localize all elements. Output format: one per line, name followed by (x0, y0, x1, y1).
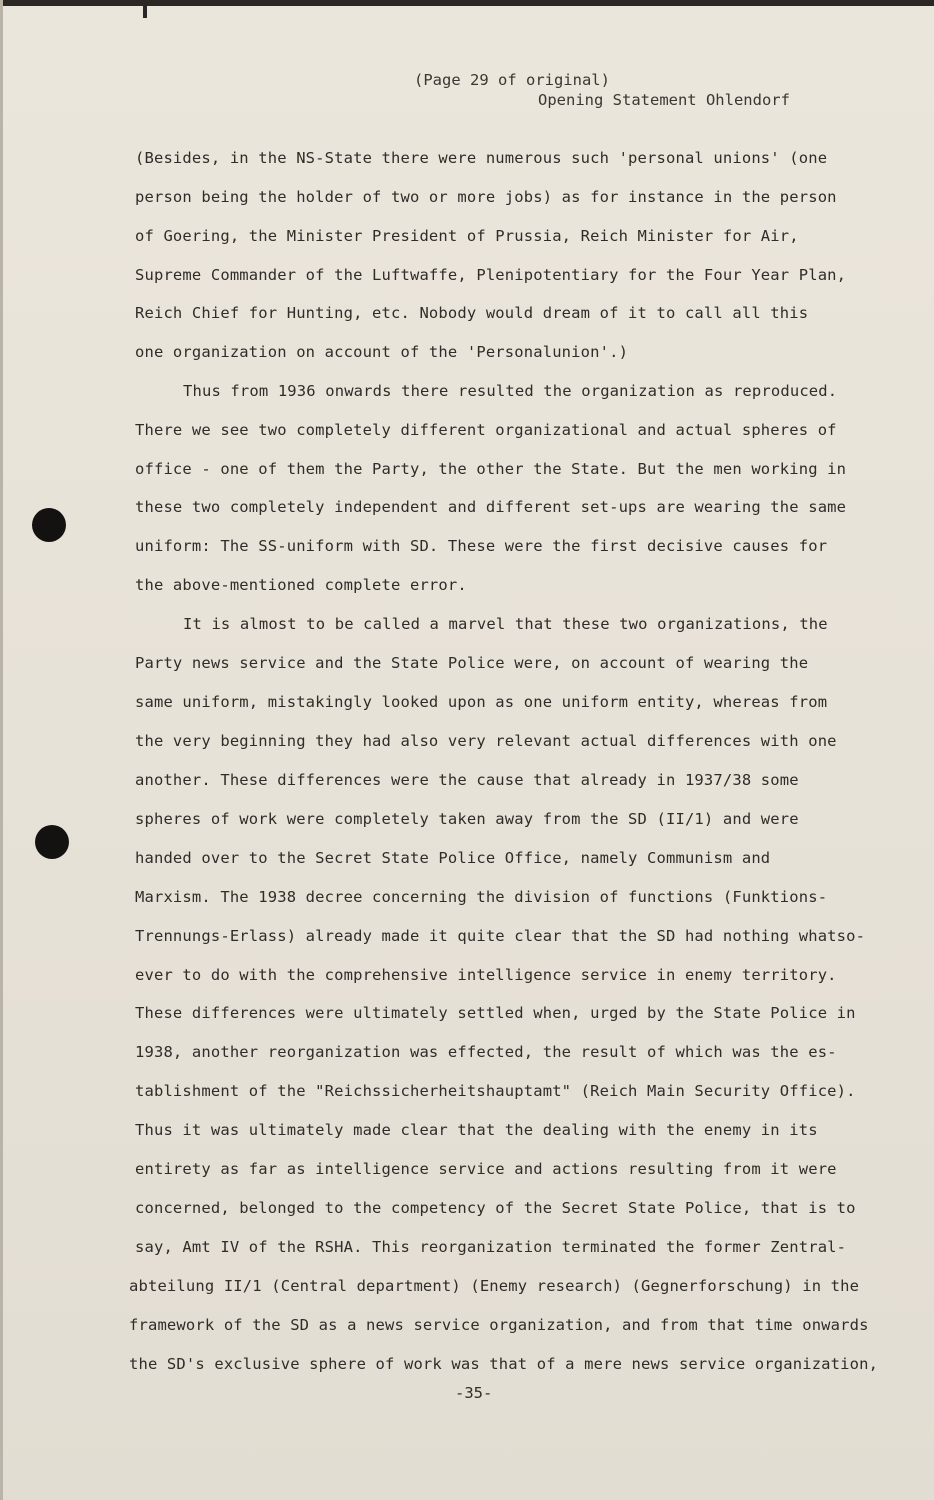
body-line: Reich Chief for Hunting, etc. Nobody would dream of it to call all this (135, 304, 809, 322)
body-line: handed over to the Secret State Police Office, namely Communism and (135, 849, 771, 867)
paragraph-start-line: It is almost to be called a marvel that these two organizations, the (183, 615, 828, 633)
body-line: Supreme Commander of the Luftwaffe, Plenipotentiary for the Four Year Plan, (135, 266, 847, 284)
body-line: (Besides, in the NS-State there were numerous such 'personal unions' (one (135, 149, 828, 167)
body-line: framework of the SD as a news service organization, and from that time onwards (129, 1316, 869, 1334)
page-top-notch (143, 0, 147, 18)
punch-hole (32, 508, 66, 542)
page-number: -35- (455, 1384, 493, 1402)
paragraph-start-line: Thus from 1936 onwards there resulted the organization as reproduced. (183, 382, 838, 400)
body-line: the above-mentioned complete error. (135, 576, 467, 594)
body-line: entirety as far as intelligence service and actions resulting from it were (135, 1160, 837, 1178)
body-line: concerned, belonged to the competency of the Secret State Police, that is to (135, 1199, 856, 1217)
body-line: 1938, another reorganization was effected, the result of which was the es- (135, 1043, 837, 1061)
body-line: the SD's exclusive sphere of work was that of a mere news service organization, (129, 1355, 879, 1373)
body-line: the very beginning they had also very relevant actual differences with one (135, 732, 837, 750)
body-line: spheres of work were completely taken away from the SD (II/1) and were (135, 810, 799, 828)
punch-hole (35, 825, 69, 859)
body-line: There we see two completely different organizational and actual spheres of (135, 421, 837, 439)
body-line: tablishment of the "Reichssicherheitshauptamt" (Reich Main Security Office). (135, 1082, 856, 1100)
body-line: office - one of them the Party, the other the State. But the men working in (135, 460, 847, 478)
body-line: Marxism. The 1938 decree concerning the division of functions (Funktions- (135, 888, 828, 906)
body-line: These differences were ultimately settled when, urged by the State Police in (135, 1004, 856, 1022)
page-left-edge (0, 0, 3, 1500)
body-line: same uniform, mistakingly looked upon as one uniform entity, whereas from (135, 693, 828, 711)
body-line: one organization on account of the 'Personalunion'.) (135, 343, 629, 361)
body-line: another. These differences were the cause that already in 1937/38 some (135, 771, 799, 789)
body-line: ever to do with the comprehensive intelligence service in enemy territory. (135, 966, 837, 984)
body-line: Trennungs-Erlass) already made it quite clear that the SD had nothing whatso- (135, 927, 866, 945)
page-top-edge (0, 0, 934, 6)
document-title: Opening Statement Ohlendorf (538, 91, 790, 109)
body-line: these two completely independent and different set-ups are wearing the same (135, 498, 847, 516)
body-line: Thus it was ultimately made clear that the dealing with the enemy in its (135, 1121, 818, 1139)
body-line: Party news service and the State Police were, on account of wearing the (135, 654, 809, 672)
page-reference: (Page 29 of original) (414, 71, 610, 89)
body-line: person being the holder of two or more jobs) as for instance in the person (135, 188, 837, 206)
body-line: uniform: The SS-uniform with SD. These were the first decisive causes for (135, 537, 828, 555)
body-line: abteilung II/1 (Central department) (Enemy research) (Gegnerforschung) in the (129, 1277, 860, 1295)
body-line: of Goering, the Minister President of Prussia, Reich Minister for Air, (135, 227, 799, 245)
body-line: say, Amt IV of the RSHA. This reorganization terminated the former Zentral- (135, 1238, 847, 1256)
